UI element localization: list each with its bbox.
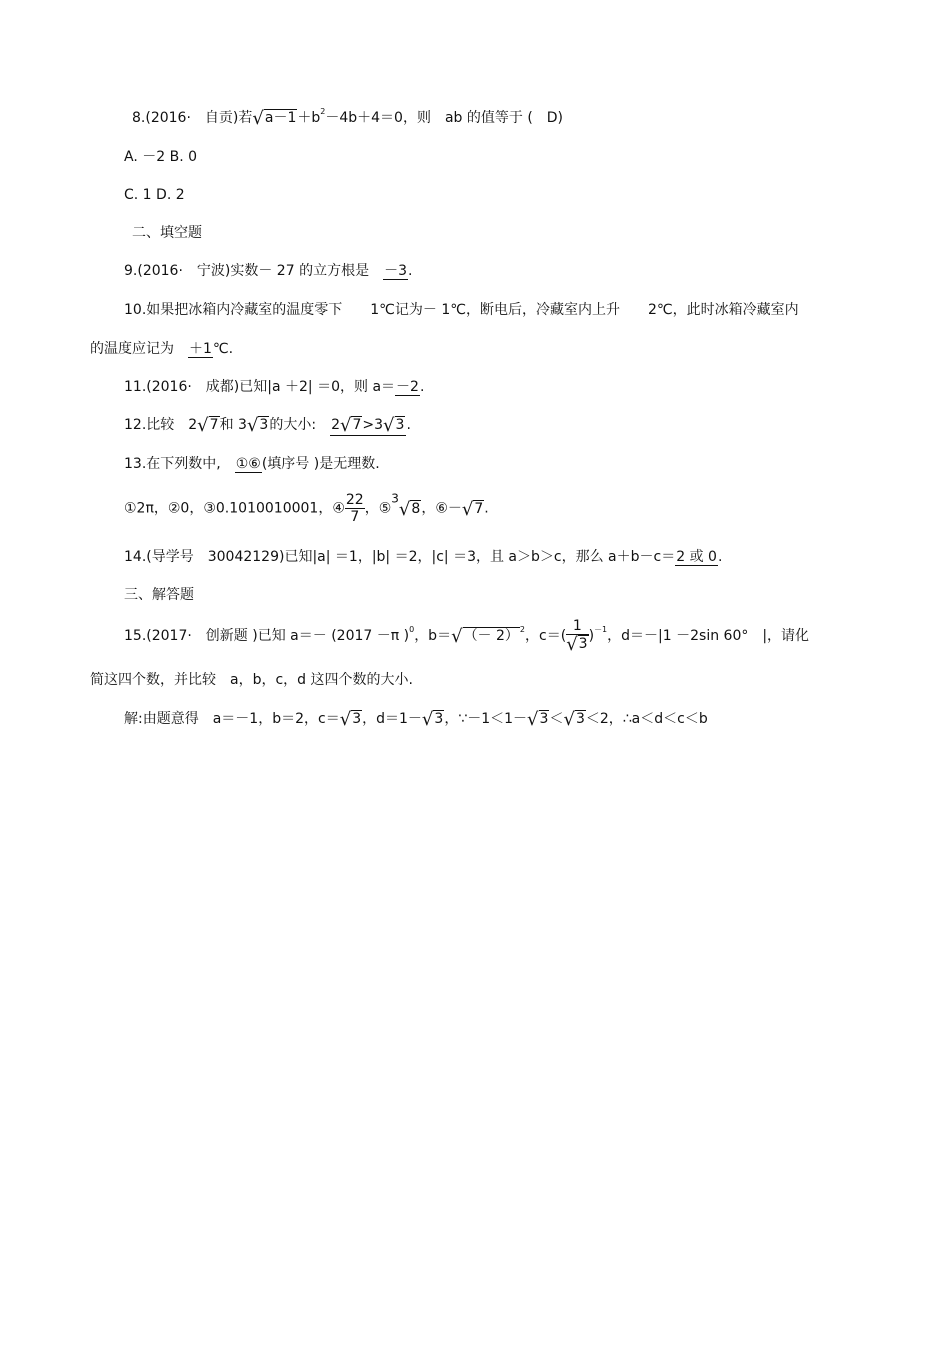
question-10-line2: 的温度应记为 ＋1℃. [90, 341, 234, 357]
radical-sign: √ [252, 108, 264, 129]
question-11: 11.(2016· 成都)已知|a ＋2| ＝0，则 a＝－2. [124, 379, 425, 395]
q8-text-start: 8.(2016· 自贡)若 [132, 110, 253, 126]
answer-blank: －3 [384, 263, 407, 279]
answer-blank: －2 [396, 379, 419, 395]
answer-blank: ①⑥ [235, 456, 261, 472]
q8-options-row2: C. 1 D. 2 [124, 187, 185, 203]
radical-sign: √ [566, 634, 578, 655]
question-13-number-list: ①2π，②0，③0.1010010001，④ $\frac{22}{7}$ ，⑤3√8，⑥－√7. [124, 491, 489, 525]
radical-sign: √ [339, 709, 352, 730]
question-8: 8.(2016· 自贡)若$√a-1+b^2-4b+4=0$，则 ab 的值等于 ( D) [132, 107, 564, 129]
radical-sign: √ [451, 626, 463, 647]
section-heading-solutions: 三、解答题 [124, 587, 194, 603]
fraction: $\frac{1}{√3}$ [566, 618, 588, 655]
answer-blank: 2√7>3√3 [331, 415, 405, 436]
q8-options-row1: A. －2 B. 0 [124, 149, 198, 165]
question-13: 13.在下列数中, ①⑥(填序号 )是无理数. [124, 456, 380, 472]
radical-sign: √ [421, 709, 434, 730]
sqrt-expression [252, 108, 297, 128]
radical-sign: √ [527, 709, 539, 730]
section-heading-fill-in: 二、填空题 [132, 225, 202, 241]
radical-sign: √ [563, 709, 575, 730]
answer-blank: 2 或 0 [676, 549, 717, 565]
question-15-line1: 15.(2017· 创新题 )已知 a＝－ (2017 －π )$^0$，$b=√(- 2)^2$，c＝( $\frac{1}{√3}$ )$^{-1}$，d＝－|1 －2sin 60° |，请化 [124, 618, 810, 655]
question-9: 9.(2016· 宁波)实数－ 27 的立方根是 －3. [124, 263, 413, 279]
radical-sign: √ [246, 415, 259, 436]
question-14: 14.(导学号 30042129)已知|a| ＝1，|b| ＝2，|c| ＝3，且 a＞b＞c，那么 a＋b－c＝2 或 0. [124, 549, 723, 565]
radical-sign: √ [398, 498, 411, 520]
answer-blank: ＋1 [189, 341, 212, 357]
question-15-solution: 解:由题意得 a＝－1，b＝2，c＝√3，d＝1－√3，∵－1＜1－√3＜√3＜2，∴a＜d＜c＜b [124, 709, 708, 730]
question-10-line1: 10.如果把冰箱内冷藏室的温度零下 1℃记为－ 1℃，断电后，冷藏室内上升 2℃，此时冰箱冷藏室内 [124, 302, 799, 318]
radicand: a－1 [264, 110, 297, 126]
question-12: 12.比较 2√7和 3√3的大小: 2√7>3√3 . [124, 415, 411, 436]
question-15-line2: 简这四个数，并比较 a，b，c，d 这四个数的大小. [90, 672, 413, 688]
root-index: 3 [391, 491, 399, 506]
radical-sign: √ [197, 415, 209, 436]
radical-sign: √ [461, 498, 474, 520]
fraction: $\frac{22}{7}$ [345, 492, 364, 525]
